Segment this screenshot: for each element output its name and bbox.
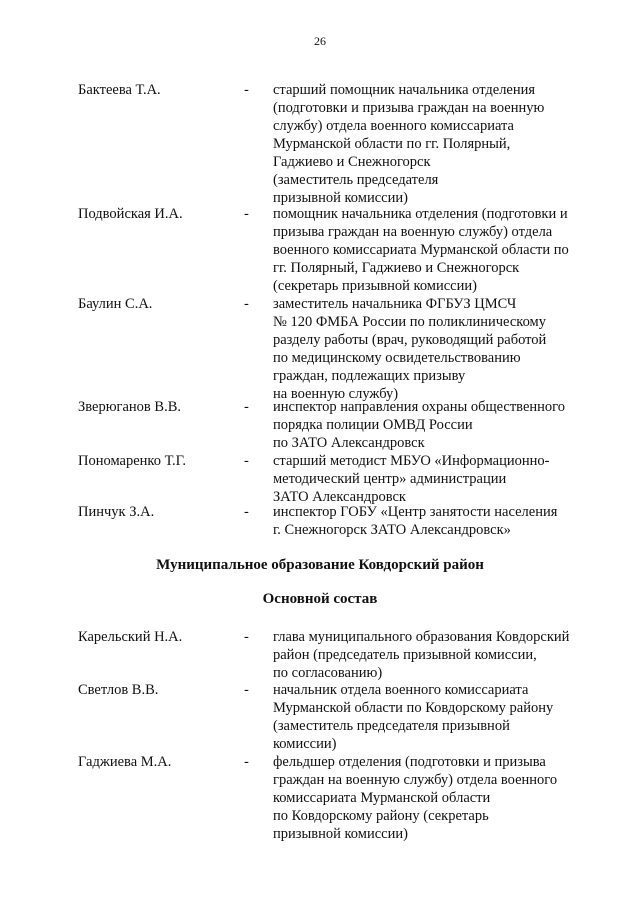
member-name: Подвойская И.А. <box>78 206 183 222</box>
member-role: начальник отдела военного комиссариата Мурманской области по Ковдорскому району (заместитель председателя призывной комиссии) <box>273 682 554 752</box>
member-role: заместитель начальника ФГБУЗ ЦМСЧ № 120 ФМБА России по поликлиническому разделу работы (врач, руководящий работой по медицинскому освидетельствованию граждан, подлежащих призыву на военную службу) <box>273 296 547 402</box>
section-subtitle: Основной состав <box>262 591 378 607</box>
dash-separator: - <box>244 629 249 645</box>
member-role: старший методист МБУО «Информационно- методический центр» администрации ЗАТО Александровск <box>273 453 550 505</box>
dash-separator: - <box>244 504 249 520</box>
dash-separator: - <box>244 682 249 698</box>
member-role: глава муниципального образования Ковдорский район (председатель призывной комиссии, по согласованию) <box>273 629 570 681</box>
section-title: Муниципальное образование Ковдорский район <box>156 557 484 573</box>
member-name: Пономаренко Т.Г. <box>78 453 186 469</box>
page-number: 26 <box>314 34 326 48</box>
member-role: старший помощник начальника отделения (подготовки и призыва граждан на военную службу) отдела военного комиссариата Мурманской области по гг. Полярный, Гаджиево и Снежногорск (заместитель председателя призывной комиссии) <box>273 82 545 206</box>
dash-separator: - <box>244 206 249 222</box>
member-name: Гаджиева М.А. <box>78 754 172 770</box>
dash-separator: - <box>244 453 249 469</box>
member-role: помощник начальника отделения (подготовки и призыва граждан на военную службу) отдела военного комиссариата Мурманской области по гг. Полярный, Гаджиево и Снежногорск (секретарь призывной комиссии) <box>273 206 569 294</box>
dash-separator: - <box>244 296 249 312</box>
member-name: Карельский Н.А. <box>78 629 183 645</box>
member-role: фельдшер отделения (подготовки и призыва граждан на военную службу) отдела военного комиссариата Мурманской области по Ковдорскому району (секретарь призывной комиссии) <box>273 754 558 842</box>
member-name: Баулин С.А. <box>78 296 153 312</box>
member-name: Зверюганов В.В. <box>78 399 182 415</box>
member-role: инспектор направления охраны общественного порядка полиции ОМВД России по ЗАТО Александровск <box>273 399 565 451</box>
dash-separator: - <box>244 399 249 415</box>
member-role: инспектор ГОБУ «Центр занятости населения г. Снежногорск ЗАТО Александровск» <box>273 504 558 538</box>
member-name: Бактеева Т.А. <box>78 82 161 98</box>
dash-separator: - <box>244 82 249 98</box>
dash-separator: - <box>244 754 249 770</box>
member-name: Светлов В.В. <box>78 682 159 698</box>
member-name: Пинчук З.А. <box>78 504 155 520</box>
